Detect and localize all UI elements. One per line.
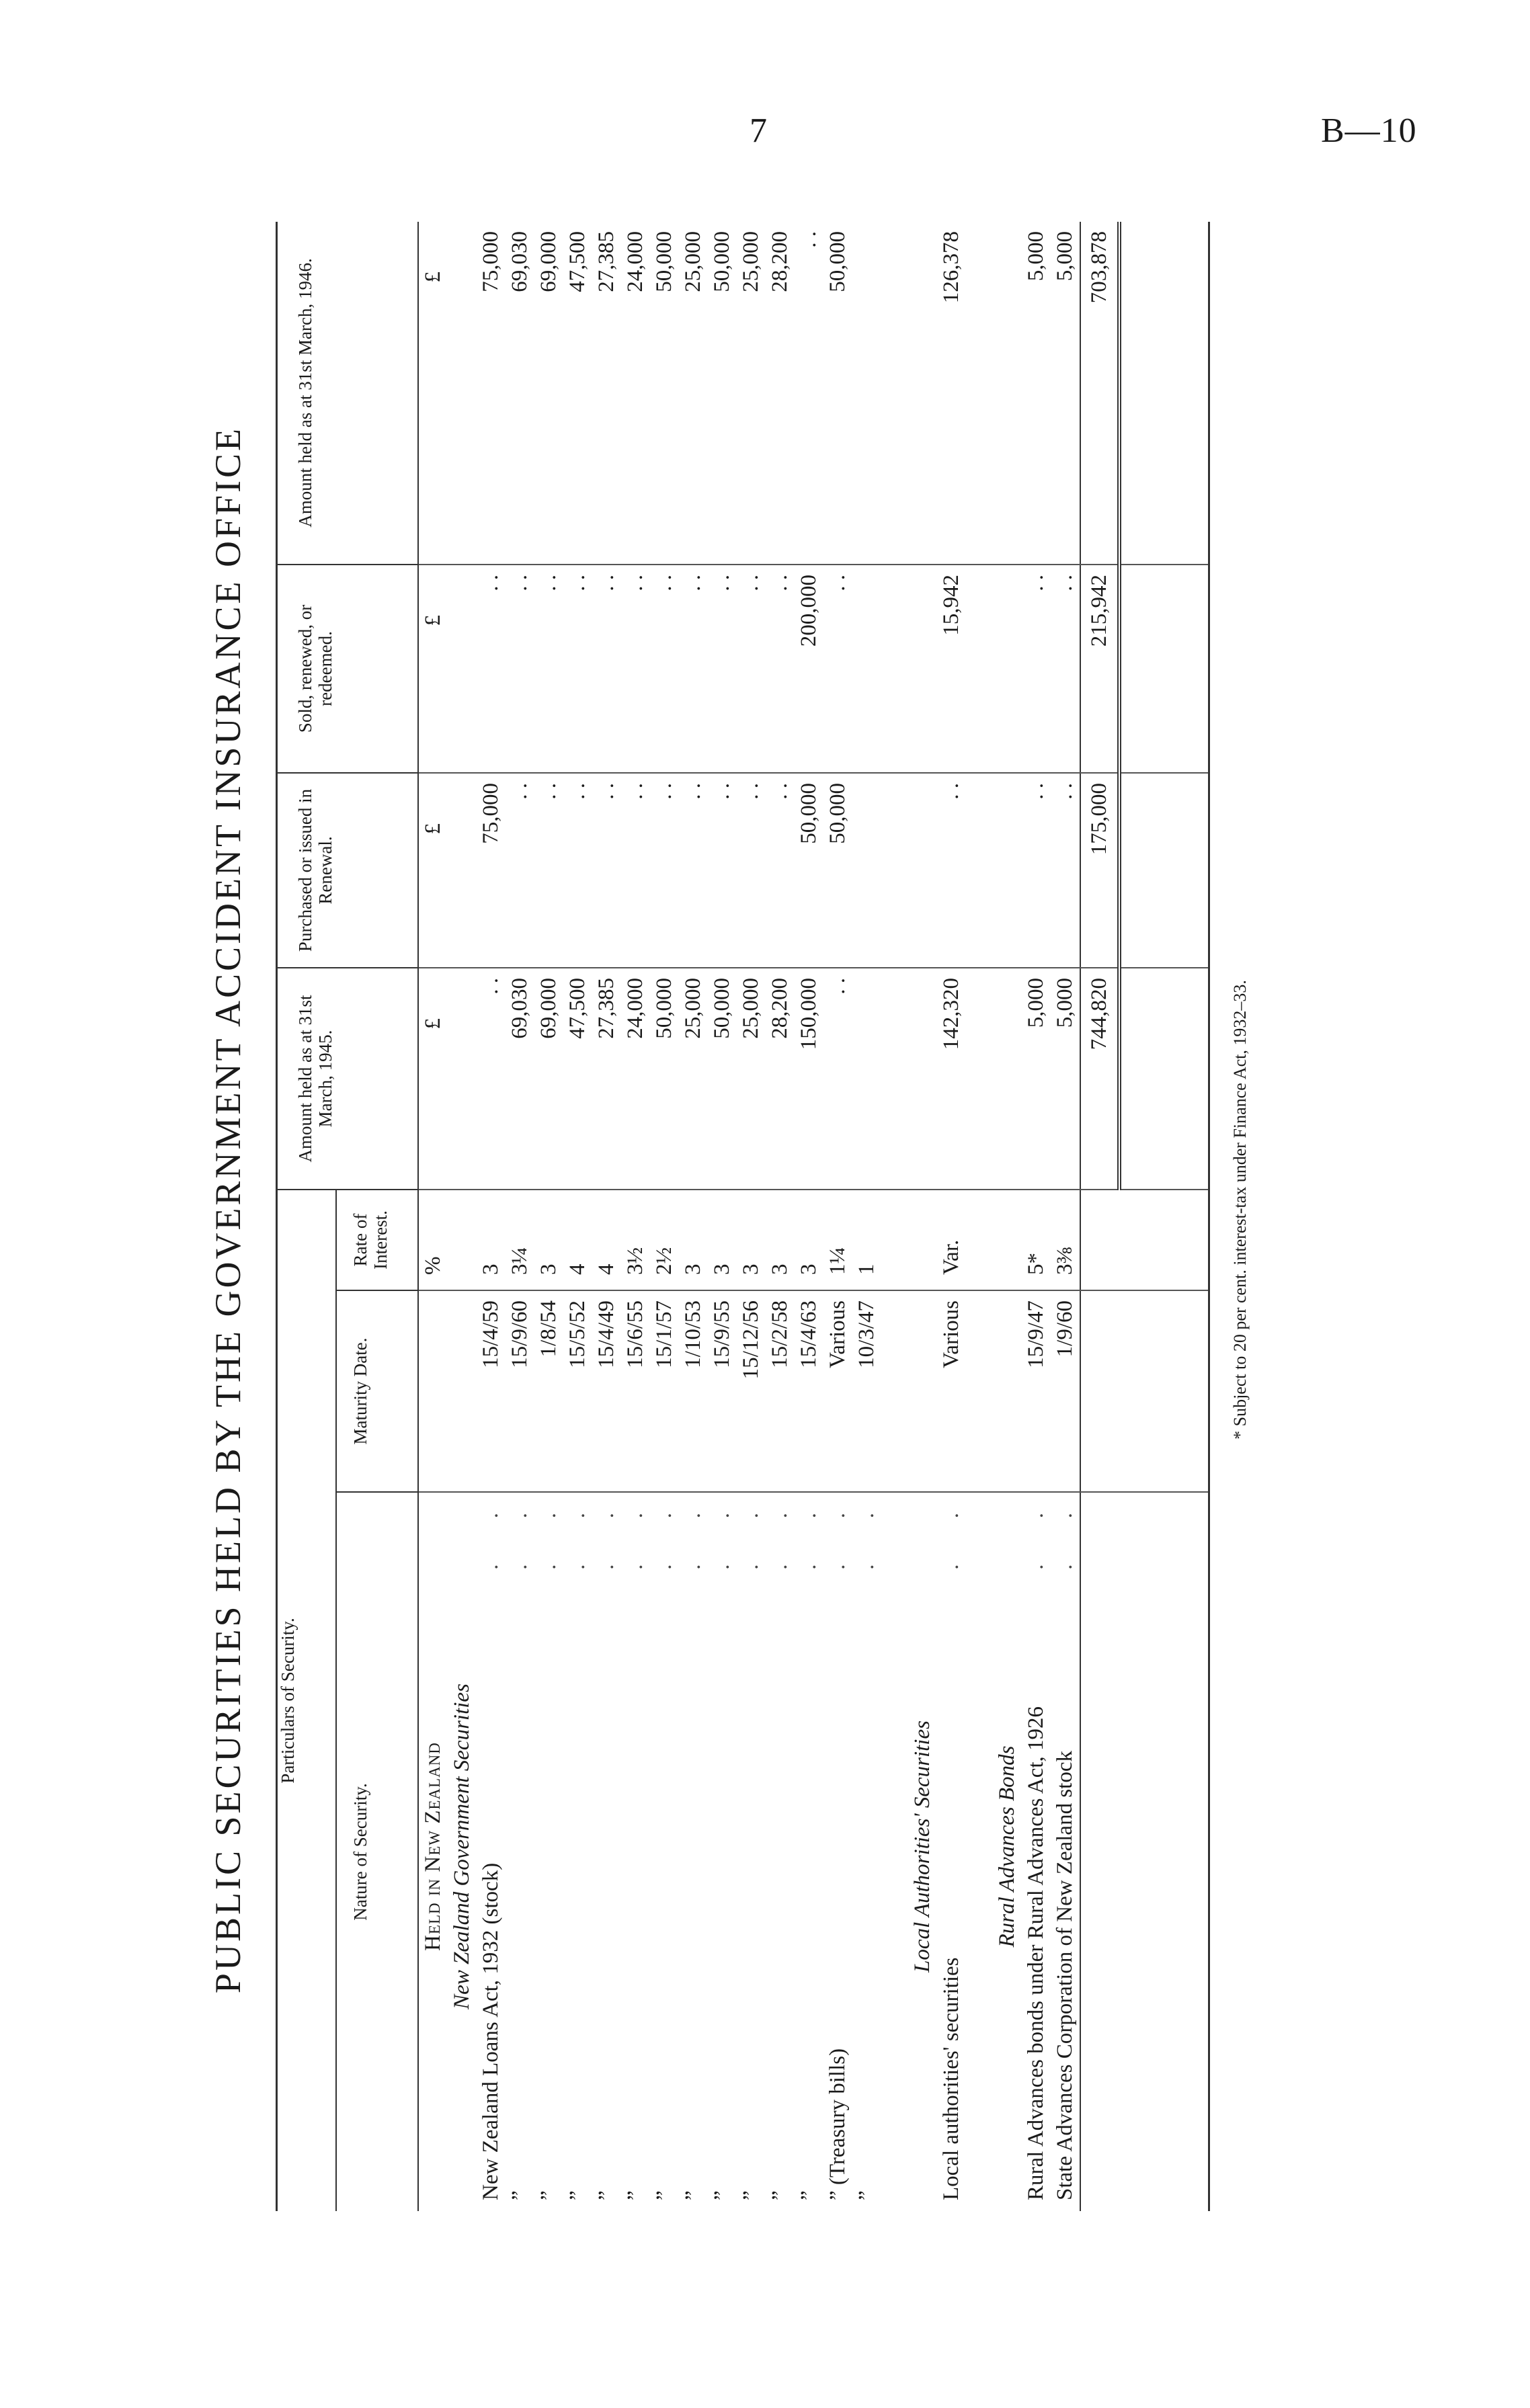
purchased-cell: . . (565, 782, 590, 800)
rate-cell: 4 (594, 1263, 618, 1275)
held-1945-cell: 69,030 (508, 977, 532, 1039)
held-1946-cell: 27,385 (594, 231, 618, 292)
purchased-cell: . . (1053, 782, 1077, 800)
held-1945-cell: 25,000 (739, 977, 763, 1039)
rate-cell: 3 (681, 1263, 705, 1275)
sold-cell: 15,942 (939, 574, 963, 636)
rate-cell: 3¼ (508, 1247, 532, 1275)
unit-pound-purchased: £ (421, 823, 445, 835)
held-1946-cell: 69,030 (508, 231, 532, 292)
sold-cell: . . (623, 574, 647, 591)
sold-cell: . . (768, 574, 792, 591)
nature-cell (766, 1493, 795, 2200)
footnote: * Subject to 20 per cent. interest-tax under Finance Act, 1932–33. (1230, 980, 1250, 1440)
maturity-cell: 15/4/63 (797, 1300, 821, 1368)
nature-text: State Advances Corporation of New Zealand stock (1053, 1751, 1077, 2200)
purchased-cell: . . (594, 782, 618, 800)
table-row (650, 222, 679, 2211)
nature-text: ” (565, 2190, 590, 2200)
leader-dots: . . (565, 1493, 590, 1570)
nature-cell (534, 1493, 563, 2200)
nature-text: ” (623, 2190, 647, 2200)
held-1946-cell (852, 231, 881, 564)
header-held-1946: Amount held as at 31st March, 1946. (277, 222, 419, 565)
nature-text: ” (854, 2190, 879, 2200)
rate-cell: 3 (710, 1263, 734, 1275)
purchased-cell: . . (652, 782, 676, 800)
table-row (766, 222, 795, 2211)
leader-dots: . . (768, 1493, 792, 1570)
maturity-cell: 1/8/54 (536, 1300, 561, 1358)
sold-cell (852, 575, 881, 772)
unit-pound-1946: £ (421, 271, 445, 283)
nature-cell (708, 1493, 737, 2200)
nature-text: ” (710, 2190, 734, 2200)
header-particulars: Particulars of Security. (277, 1190, 337, 2211)
header-sold: Sold, renewed, or redeemed. (277, 565, 419, 773)
purchased-cell: . . (681, 782, 705, 800)
rate-cell: 3 (739, 1263, 763, 1275)
held-1945-cell: 28,200 (768, 977, 792, 1039)
nature-cell (506, 1493, 534, 2200)
purchased-cell: . . (768, 782, 792, 800)
header-nature: Nature of Security. (336, 1492, 418, 2211)
maturity-cell: Various (826, 1300, 850, 1368)
header-held-1945: Amount held as at 31st March, 1945. (277, 968, 419, 1190)
nature-text: ” (Treasury bills) (826, 2048, 850, 2200)
sold-cell: . . (508, 574, 532, 591)
purchased-cell: . . (739, 782, 763, 800)
nature-cell (795, 1493, 823, 2200)
sold-cell: . . (681, 574, 705, 591)
leader-dots: . . (479, 1493, 503, 1570)
filler-row (1119, 222, 1209, 2211)
leader-dots: . . (623, 1493, 647, 1570)
purchased-cell: 50,000 (826, 782, 850, 844)
rate-cell: 1¼ (826, 1247, 850, 1275)
table-row (534, 222, 563, 2211)
nature-cell (563, 1493, 592, 2200)
table-row (679, 222, 708, 2211)
held-1946-cell: 50,000 (826, 231, 850, 292)
maturity-cell: 15/6/55 (623, 1300, 647, 1368)
rate-cell: 1 (854, 1263, 879, 1275)
sold-cell: . . (826, 574, 850, 591)
rate-cell: 3 (479, 1263, 503, 1275)
section-heading-local-row (908, 222, 937, 2211)
maturity-cell: 15/9/47 (1024, 1300, 1048, 1368)
nature-text: ” (594, 2190, 618, 2200)
sold-cell: . . (536, 574, 561, 591)
leader-dots: . . (797, 1493, 821, 1570)
leader-dots: . . (508, 1493, 532, 1570)
total-held-1946: 703,878 (1087, 231, 1111, 304)
held-1946-cell: 28,200 (768, 231, 792, 292)
nature-text: ” (768, 2190, 792, 2200)
rate-cell: 3 (797, 1263, 821, 1275)
table-row (795, 222, 823, 2211)
maturity-cell: 15/5/52 (565, 1300, 590, 1368)
held-1946-cell: 5,000 (1024, 231, 1048, 282)
section-heading-rural: Rural Advances Bonds (995, 1745, 1019, 1948)
section-heading-nz: Held in New Zealand (421, 1742, 445, 1951)
held-1946-cell: 5,000 (1053, 231, 1077, 282)
held-1945-cell: 50,000 (652, 977, 676, 1039)
section-subheading-nz: New Zealand Government Securities (450, 1684, 474, 2009)
held-1945-cell: 47,500 (565, 977, 590, 1039)
held-1945-cell: 24,000 (623, 977, 647, 1039)
held-1945-cell: 142,320 (939, 977, 963, 1050)
table-row (852, 222, 881, 2211)
nature-cell (937, 1493, 966, 2200)
leader-dots: . . (536, 1493, 561, 1570)
held-1945-cell: 69,000 (536, 977, 561, 1039)
total-held-1945: 744,820 (1087, 977, 1111, 1050)
nature-text: ” (739, 2190, 763, 2200)
leader-dots: . . (939, 1493, 963, 1570)
leader-dots: . . (739, 1493, 763, 1570)
purchased-cell: . . (536, 782, 561, 800)
held-1946-cell: 69,000 (536, 231, 561, 292)
maturity-cell: 10/3/47 (854, 1300, 879, 1368)
purchased-cell: 50,000 (797, 782, 821, 844)
purchased-cell: . . (1024, 782, 1048, 800)
nature-text: ” (508, 2190, 532, 2200)
held-1946-cell: 24,000 (623, 231, 647, 292)
nature-text: Local authorities' securities (939, 1957, 963, 2200)
rate-cell: 3½ (623, 1247, 647, 1275)
document-title: PUBLIC SECURITIES HELD BY THE GOVERNMENT ACCIDENT INSURANCE OFFICE (208, 425, 248, 1994)
sold-cell: . . (739, 574, 763, 591)
purchased-cell: . . (939, 782, 963, 800)
purchased-cell (852, 783, 881, 967)
leader-dots: . . (854, 1493, 879, 1570)
securities-table (276, 222, 1217, 2211)
table-row (592, 222, 621, 2211)
held-1945-cell: . . (826, 977, 850, 995)
table-row (937, 222, 966, 2211)
rate-cell: 2½ (652, 1247, 676, 1275)
sold-cell: . . (652, 574, 676, 591)
maturity-cell: 15/9/55 (710, 1300, 734, 1368)
held-1946-cell: 50,000 (710, 231, 734, 292)
table-row (1051, 222, 1080, 2211)
maturity-cell: 15/9/60 (508, 1300, 532, 1368)
nature-cell (823, 1493, 852, 2200)
page-number: 7 (750, 112, 767, 150)
nature-text: ” (652, 2190, 676, 2200)
section-subheading-row (448, 222, 477, 2211)
table-bottom-rule (1209, 222, 1217, 2211)
sold-cell: . . (594, 574, 618, 591)
purchased-cell: 75,000 (479, 782, 503, 844)
nature-cell (1022, 1493, 1051, 2200)
leader-dots: . . (594, 1493, 618, 1570)
totals-row (1080, 222, 1119, 2211)
nature-cell (477, 1493, 506, 2200)
nature-text: New Zealand Loans Act, 1932 (stock) (479, 1862, 503, 2200)
held-1945-cell (852, 978, 881, 1189)
sold-cell: . . (1053, 574, 1077, 591)
table-row (506, 222, 534, 2211)
held-1946-cell: 75,000 (479, 231, 503, 292)
nature-text: ” (681, 2190, 705, 2200)
table-row (708, 222, 737, 2211)
table-row (563, 222, 592, 2211)
leader-dots: . . (652, 1493, 676, 1570)
held-1945-cell: 27,385 (594, 977, 618, 1039)
maturity-cell: 15/2/58 (768, 1300, 792, 1368)
header-rate: Rate of Interest. (336, 1190, 418, 1290)
leader-dots: . . (681, 1493, 705, 1570)
rate-cell: 5* (1024, 1253, 1048, 1275)
nature-cell (679, 1493, 708, 2200)
leader-dots: . . (826, 1493, 850, 1570)
spacer-row (881, 222, 908, 2211)
section-heading-rural-row (993, 222, 1022, 2211)
spacer-row (966, 222, 993, 2211)
nature-text: Rural Advances bonds under Rural Advances Act, 1926 (1024, 1706, 1048, 2200)
total-purchased: 175,000 (1087, 782, 1111, 856)
rate-cell: 3⅜ (1053, 1247, 1077, 1275)
maturity-cell: 1/9/60 (1053, 1300, 1077, 1358)
nature-text: ” (536, 2190, 561, 2200)
purchased-cell: . . (710, 782, 734, 800)
maturity-cell: Various (939, 1300, 963, 1368)
maturity-cell: 15/4/49 (594, 1300, 618, 1368)
held-1945-cell: 5,000 (1053, 977, 1077, 1028)
maturity-cell: 15/4/59 (479, 1300, 503, 1368)
held-1945-cell: 150,000 (797, 977, 821, 1050)
rate-cell: 3 (768, 1263, 792, 1275)
leader-dots: . . (1053, 1493, 1077, 1570)
table-row (477, 222, 506, 2211)
header-purchased: Purchased or issued in Renewal. (277, 773, 419, 968)
page-code: B—10 (1321, 112, 1417, 150)
nature-text: ” (797, 2190, 821, 2200)
held-1946-cell: 47,500 (565, 231, 590, 292)
held-1946-cell: 25,000 (681, 231, 705, 292)
sold-cell: 200,000 (797, 574, 821, 647)
leader-dots: . . (1024, 1493, 1048, 1570)
table-row (737, 222, 766, 2211)
held-1945-cell: . . (479, 977, 503, 995)
purchased-cell: . . (623, 782, 647, 800)
sold-cell: . . (1024, 574, 1048, 591)
held-1946-cell: 50,000 (652, 231, 676, 292)
nature-cell (737, 1493, 766, 2200)
total-sold: 215,942 (1087, 574, 1111, 647)
held-1946-cell: 25,000 (739, 231, 763, 292)
unit-pound-1945: £ (421, 1018, 445, 1030)
header-maturity: Maturity Date. (336, 1290, 418, 1492)
nature-cell (852, 1493, 881, 2200)
held-1945-cell: 5,000 (1024, 977, 1048, 1028)
maturity-cell: 15/12/56 (739, 1300, 763, 1380)
sold-cell: . . (479, 574, 503, 591)
leader-dots: . . (710, 1493, 734, 1570)
rate-cell: 3 (536, 1263, 561, 1275)
table-row (823, 222, 852, 2211)
unit-percent: % (421, 1256, 445, 1275)
rate-cell: 4 (565, 1263, 590, 1275)
section-heading-local: Local Authorities' Securities (910, 1720, 934, 1973)
nature-cell (592, 1493, 621, 2200)
nature-cell (650, 1493, 679, 2200)
maturity-cell: 1/10/53 (681, 1300, 705, 1368)
table-row (621, 222, 650, 2211)
nature-cell (1051, 1493, 1080, 2200)
purchased-cell: . . (508, 782, 532, 800)
held-1945-cell: 25,000 (681, 977, 705, 1039)
unit-pound-sold: £ (421, 614, 445, 626)
rotated-table-sheet (195, 202, 1271, 2218)
units-row (418, 222, 448, 2211)
table-row (1022, 222, 1051, 2211)
maturity-cell: 15/1/57 (652, 1300, 676, 1368)
sold-cell: . . (710, 574, 734, 591)
held-1946-cell: . . (797, 231, 821, 248)
held-1945-cell: 50,000 (710, 977, 734, 1039)
sold-cell: . . (565, 574, 590, 591)
held-1946-cell: 126,378 (939, 231, 963, 304)
rate-cell: Var. (939, 1239, 963, 1275)
nature-cell (621, 1493, 650, 2200)
